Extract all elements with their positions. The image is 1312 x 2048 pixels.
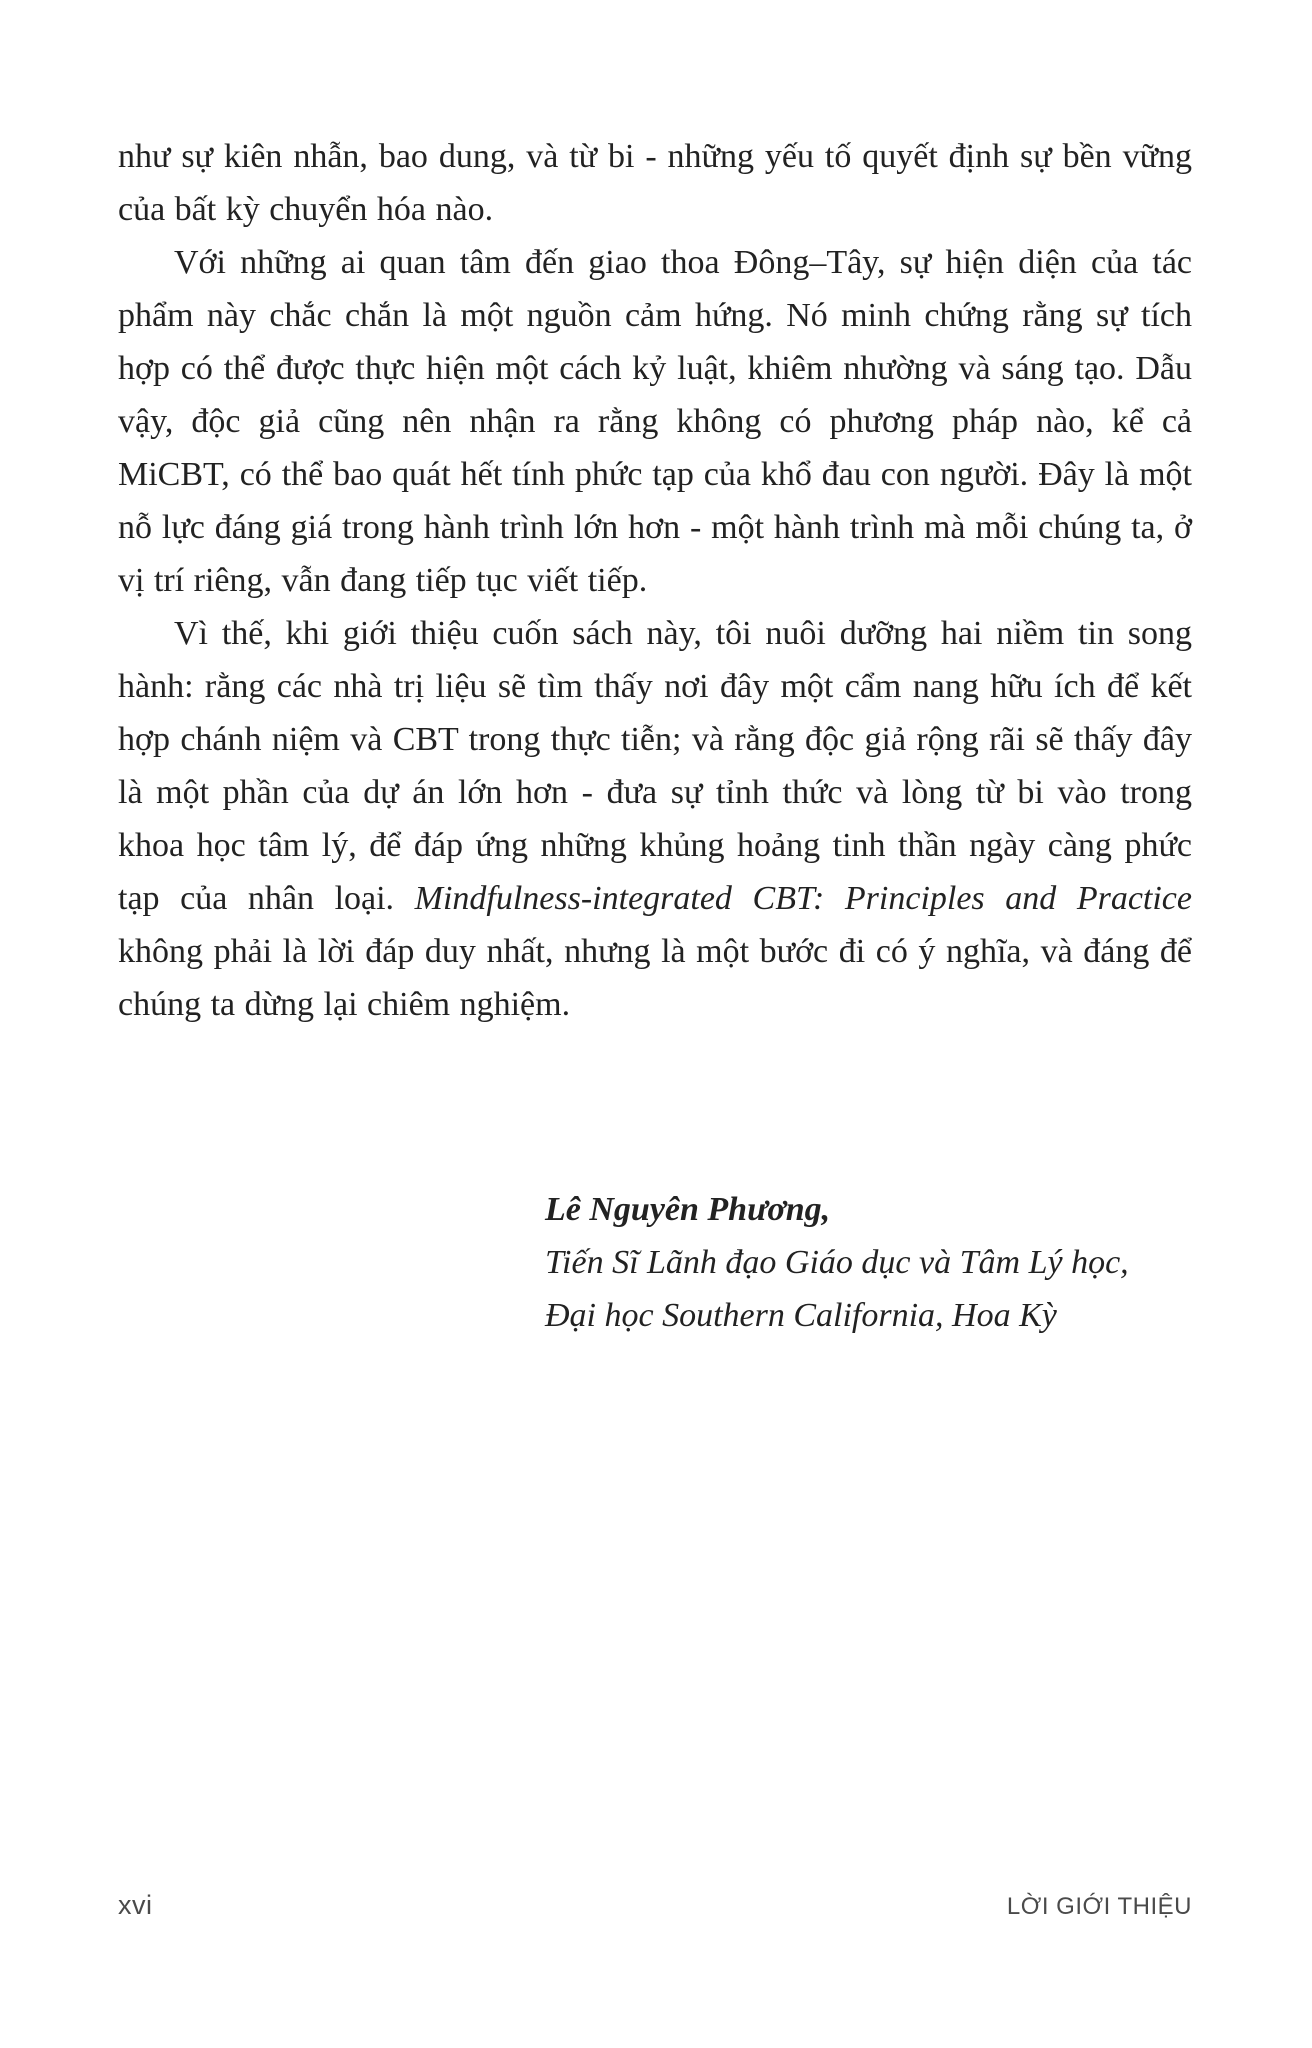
introduction-text (118, 130, 1192, 1031)
book-title-italic: Mindfulness-integrated CBT: Principles and Practice (414, 880, 1192, 917)
page-footer (118, 1890, 1192, 1921)
text-segment: Với những ai quan tâm đến giao thoa Đông–Tây, sự hiện diện của tác phẩm này chắc chắn là một nguồn cảm hứng. Nó minh chứng rằng sự tích hợp có thể được thực hiện một cách kỷ luật, khiêm nhường và sáng tạo. Dẫu vậy, độc giả cũng nên nhận ra rằng không có phương pháp nào, kể cả MiCBT, có thể bao quát hết tính phức tạp của khổ đau con người. Đây là một nỗ lực đáng giá trong hành trình lớn hơn - một hành trình mà mỗi chúng ta, ở vị trí riêng, vẫn đang tiếp tục viết tiếp. (118, 244, 1192, 599)
signature-title: Tiến Sĩ Lãnh đạo Giáo dục và Tâm Lý học, (545, 1244, 1129, 1281)
signature-block (545, 1183, 1195, 1342)
signature-name: Lê Nguyên Phương, (545, 1191, 831, 1228)
text-segment: như sự kiên nhẫn, bao dung, và từ bi - những yếu tố quyết định sự bền vững của bất kỳ chuyển hóa nào. (118, 138, 1192, 228)
text-segment: Vì thế, khi giới thiệu cuốn sách này, tôi nuôi dưỡng hai niềm tin song hành: rằng các nhà trị liệu sẽ tìm thấy nơi đây một cẩm nang hữu ích để kết hợp chánh niệm và CBT trong thực tiễn; và rằng độc giả rộng rãi sẽ thấy đây là một phần của dự án lớn hơn - đưa sự tỉnh thức và lòng từ bi vào trong khoa học tâm lý, để đáp ứng những khủng hoảng tinh thần ngày càng phức tạp của nhân loại. (118, 615, 1192, 917)
running-header-section: LỜI GIỚI THIỆU (1006, 1893, 1192, 1920)
paragraph (118, 236, 1192, 607)
signature-affiliation: Đại học Southern California, Hoa Kỳ (545, 1297, 1057, 1334)
paragraph (118, 607, 1192, 1031)
paragraph (118, 130, 1192, 236)
page-number: xvi (118, 1890, 153, 1920)
text-segment: không phải là lời đáp duy nhất, nhưng là một bước đi có ý nghĩa, và đáng để chúng ta dừng lại chiêm nghiệm. (118, 933, 1192, 1023)
